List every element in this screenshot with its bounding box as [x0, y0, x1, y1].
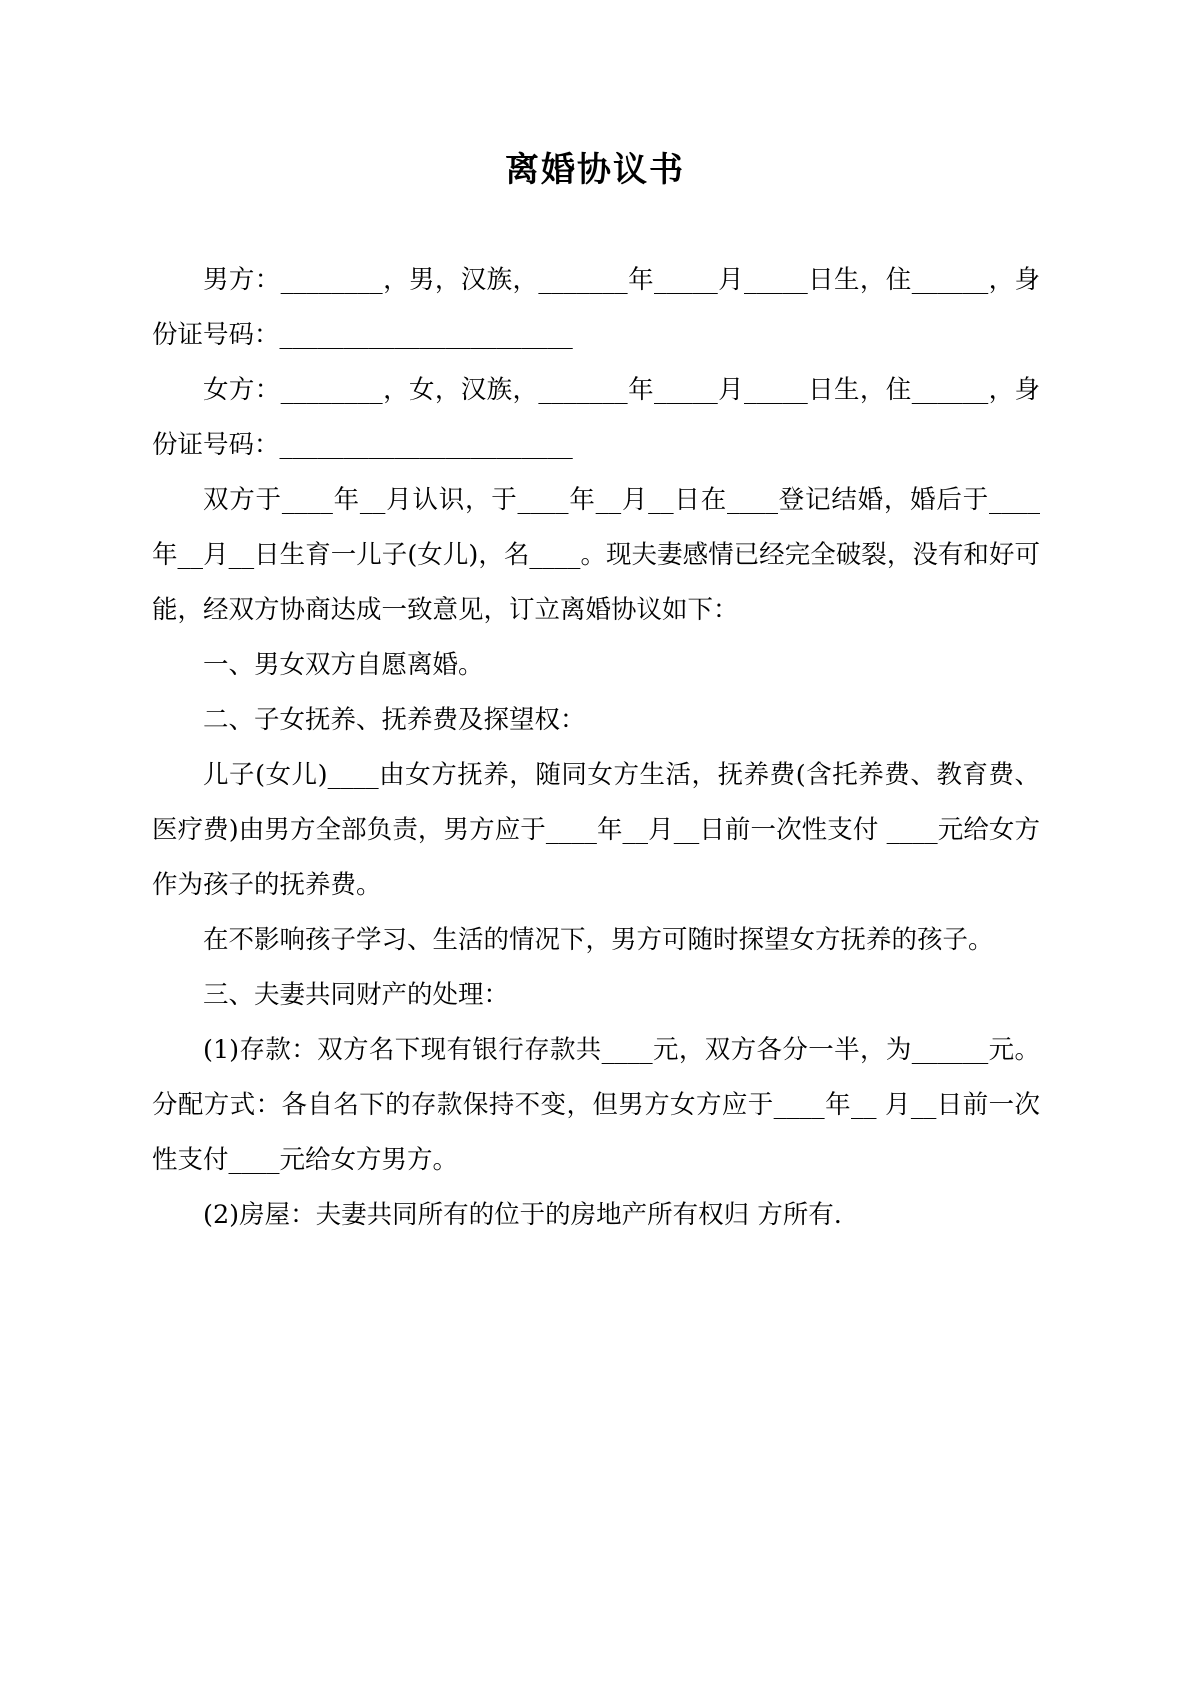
- clause-two-custody-details: 儿子(女儿)____由女方抚养，随同女方生活，抚养费(含托养费、教育费、医疗费)由男方全部负责，男方应于____年__月__日前一次性支付 ____元给女方作为孩子的抚养费。: [152, 759, 1040, 900]
- page-title: 离婚协议书: [505, 150, 685, 190]
- clause-one-voluntary-divorce: 一、男女双方自愿离婚。: [203, 649, 484, 680]
- clause-two-heading-custody: 二、子女抚养、抚养费及探望权：: [203, 704, 586, 735]
- clause-two-visitation-rights: 在不影响孩子学习、生活的情况下，男方可随时探望女方抚养的孩子。: [203, 924, 994, 955]
- clause-three-item-deposits: (1)存款：双方名下现有银行存款共____元，双方各分一半，为______元。分配方式：各自名下的存款保持不变，但男方女方应于____年__ 月__日前一次性支付____元给女方男方。: [152, 1034, 1040, 1175]
- clause-three-item-house: (2)房屋：夫妻共同所有的位于的房地产所有权归 方所有.: [203, 1199, 842, 1230]
- document-body: [0, 191, 1190, 1243]
- paragraph-wife-info: 女方：________，女，汉族，_______年_____月_____日生，住______，身份证号码：_______________________: [152, 374, 1040, 460]
- clause-three-heading-property: 三、夫妻共同财产的处理：: [203, 979, 510, 1010]
- paragraph-marriage-background: 双方于____年__月认识，于____年__月__日在____登记结婚，婚后于____年__月__日生育一儿子(女儿)，名____。现夫妻感情已经完全破裂，没有和好可能，经双方协商达成一致意见，订立离婚协议如下：: [152, 484, 1040, 625]
- paragraph-husband-info: 男方：________，男，汉族，_______年_____月_____日生，住______，身份证号码：_______________________: [152, 264, 1040, 350]
